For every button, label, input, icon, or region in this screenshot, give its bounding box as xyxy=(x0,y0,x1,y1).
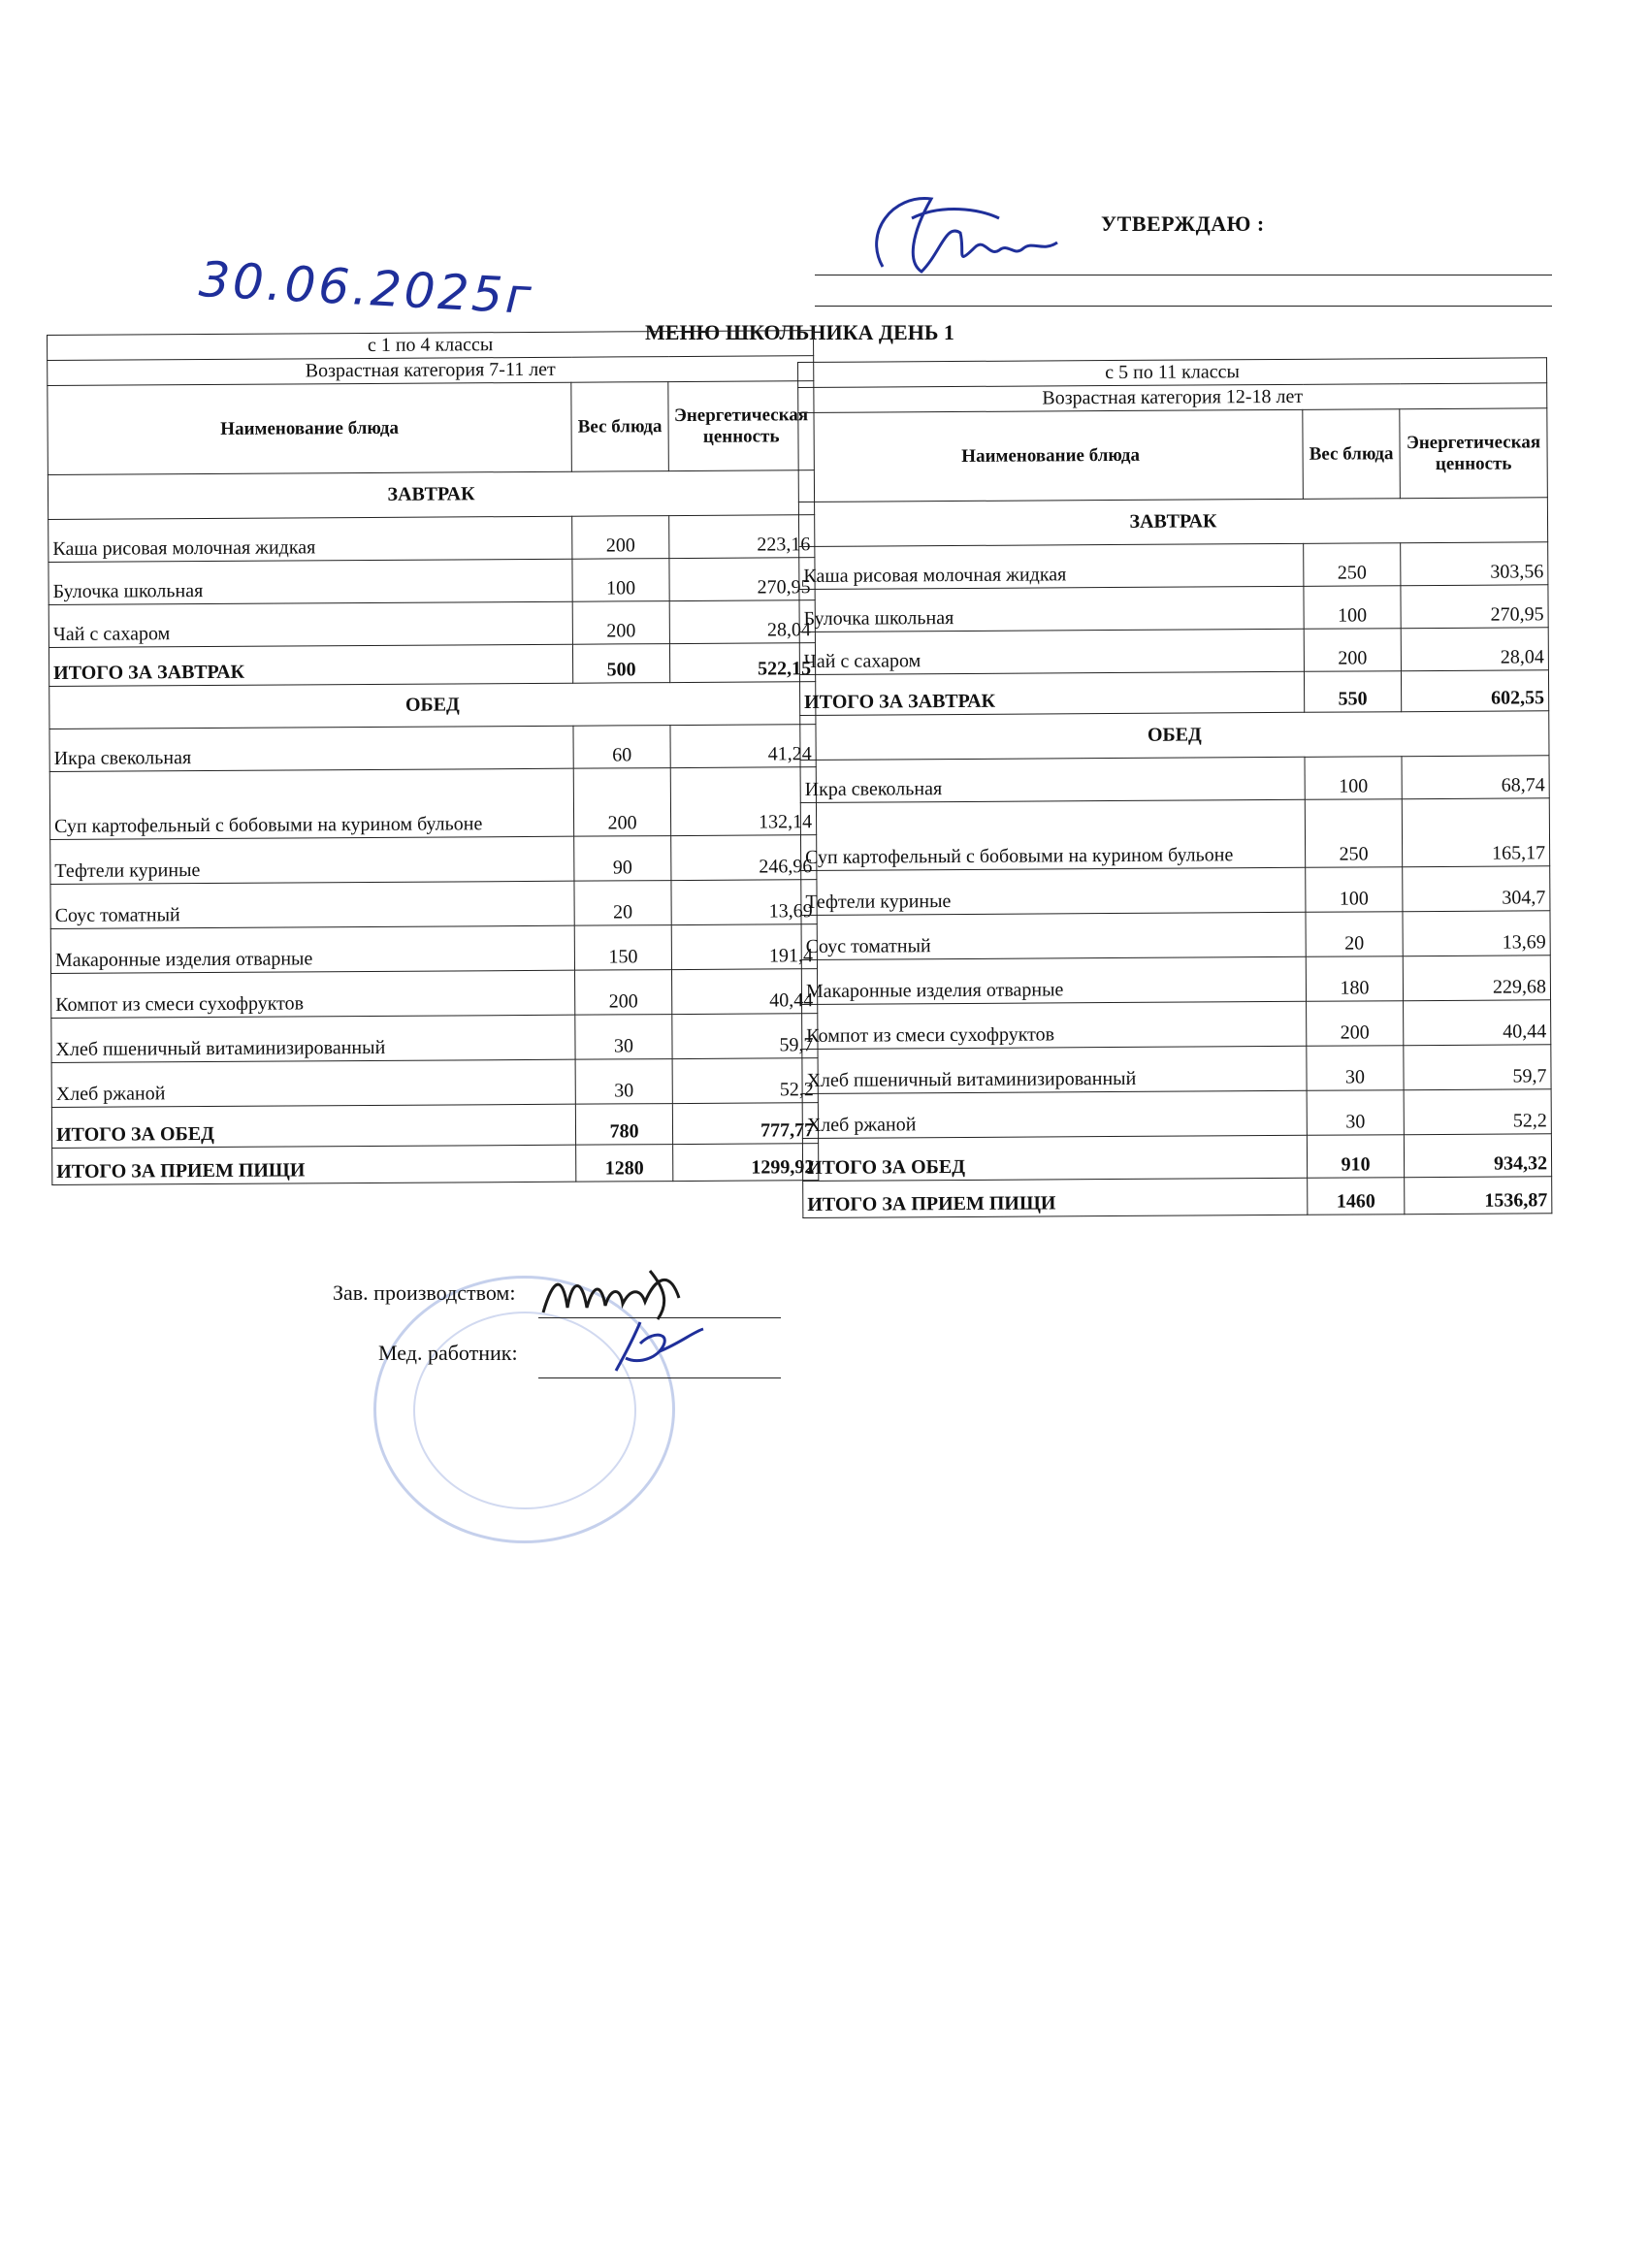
dish-name: Булочка школьная xyxy=(799,586,1304,632)
approval-signature xyxy=(854,175,1116,296)
table-row xyxy=(50,924,817,974)
table-row xyxy=(802,1045,1551,1094)
dish-name: Чай с сахаром xyxy=(48,601,572,647)
section-breakfast: ЗАВТРАК xyxy=(798,498,1547,547)
dish-name: Тефтели куриные xyxy=(50,836,574,884)
dish-name: Суп картофельный с бобовыми на курином бульоне xyxy=(800,799,1305,870)
dish-energy: 52,2 xyxy=(672,1058,818,1104)
dish-weight: 200 xyxy=(1304,629,1401,672)
grade-header: с 1 по 4 классы xyxy=(48,331,814,361)
col-weight-header: Вес блюда xyxy=(1303,409,1401,500)
dish-name: Хлеб ржаной xyxy=(802,1090,1307,1138)
grand-total-weight: 1460 xyxy=(1308,1178,1405,1215)
dish-energy: 165,17 xyxy=(1402,798,1549,867)
dish-weight: 100 xyxy=(1306,867,1403,913)
table-row xyxy=(800,798,1549,871)
dish-weight: 30 xyxy=(1307,1090,1404,1136)
col-energy-header: Энергетическая ценность xyxy=(668,381,815,471)
table-row xyxy=(51,1058,818,1108)
total-weight: 780 xyxy=(575,1104,672,1146)
dish-name: Хлеб ржаной xyxy=(51,1059,575,1107)
dish-energy: 28,04 xyxy=(1401,628,1548,671)
table-row xyxy=(800,756,1549,803)
dish-energy: 304,7 xyxy=(1403,866,1550,912)
dish-weight: 60 xyxy=(573,726,670,769)
total-name: ИТОГО ЗА ОБЕД xyxy=(51,1104,575,1148)
total-energy: 777,77 xyxy=(672,1103,818,1145)
grand-total-name: ИТОГО ЗА ПРИЕМ ПИЩИ xyxy=(803,1178,1308,1217)
dish-weight: 250 xyxy=(1305,799,1402,868)
dish-energy: 229,68 xyxy=(1403,956,1550,1001)
dish-weight: 30 xyxy=(575,1059,672,1105)
medic-signature xyxy=(601,1314,708,1377)
dish-energy: 303,56 xyxy=(1401,542,1548,586)
total-row xyxy=(802,1134,1551,1182)
menu-table-secondary xyxy=(797,357,1552,1218)
dish-energy: 13,69 xyxy=(671,880,817,925)
col-name-header: Наименование блюда xyxy=(798,409,1304,502)
total-energy: 934,32 xyxy=(1404,1134,1551,1178)
dish-weight: 250 xyxy=(1304,543,1401,587)
section-lunch: ОБЕД xyxy=(800,711,1549,761)
approve-line-2 xyxy=(815,306,1552,307)
dish-energy: 59,7 xyxy=(1404,1045,1551,1090)
dish-weight: 200 xyxy=(575,970,672,1016)
dish-weight: 30 xyxy=(575,1015,672,1060)
col-weight-header: Вес блюда xyxy=(571,382,669,472)
grand-total-row xyxy=(803,1177,1552,1218)
production-label: Зав. производством: xyxy=(333,1280,516,1305)
table-row xyxy=(801,956,1550,1005)
dish-weight: 100 xyxy=(572,559,669,602)
dish-energy: 68,74 xyxy=(1402,756,1549,799)
dish-energy: 246,96 xyxy=(671,835,817,881)
dish-energy: 132,14 xyxy=(670,767,816,836)
table-row xyxy=(48,600,815,648)
handwritten-date: 30.06.2025г xyxy=(197,250,535,326)
table-row xyxy=(49,767,816,840)
dish-energy: 191,4 xyxy=(671,924,817,970)
dish-name: Хлеб пшеничный витаминизированный xyxy=(51,1015,575,1062)
total-row xyxy=(51,1103,818,1149)
dish-weight: 100 xyxy=(1305,757,1402,800)
total-row xyxy=(799,670,1548,716)
table-row xyxy=(802,1000,1551,1050)
table-row xyxy=(50,880,817,929)
total-name: ИТОГО ЗА ЗАВТРАК xyxy=(48,644,572,686)
total-energy: 602,55 xyxy=(1401,670,1548,712)
table-row xyxy=(799,628,1548,675)
dish-energy: 40,44 xyxy=(672,969,818,1015)
dish-name: Макаронные изделия отварные xyxy=(50,925,574,973)
total-weight: 910 xyxy=(1307,1135,1404,1179)
medic-signature-line xyxy=(538,1377,781,1378)
dish-weight: 200 xyxy=(572,601,669,645)
table-row xyxy=(802,1089,1551,1139)
age-header: Возрастная категория 7-11 лет xyxy=(48,356,814,386)
dish-energy: 270,95 xyxy=(669,558,815,601)
dish-energy: 28,04 xyxy=(669,600,815,644)
dish-energy: 59,7 xyxy=(672,1014,818,1059)
dish-energy: 270,95 xyxy=(1401,585,1548,629)
section-lunch: ОБЕД xyxy=(49,682,816,729)
dish-name: Соус томатный xyxy=(801,912,1306,959)
dish-weight: 180 xyxy=(1306,956,1403,1002)
table-row xyxy=(48,515,815,563)
dish-energy: 40,44 xyxy=(1404,1000,1551,1046)
dish-weight: 200 xyxy=(573,768,670,837)
grand-total-weight: 1280 xyxy=(576,1145,673,1183)
col-energy-header: Энергетическая ценность xyxy=(1400,408,1548,499)
table-row xyxy=(801,866,1550,916)
dish-name: Хлеб пшеничный витаминизированный xyxy=(802,1046,1307,1093)
total-row xyxy=(48,643,815,687)
dish-weight: 20 xyxy=(574,881,671,926)
dish-energy: 52,2 xyxy=(1404,1089,1551,1135)
menu-table-primary xyxy=(47,330,819,1185)
table-row xyxy=(50,835,817,885)
table-row xyxy=(48,558,815,605)
table-row xyxy=(799,585,1548,632)
dish-weight: 90 xyxy=(574,836,671,882)
dish-name: Компот из смеси сухофруктов xyxy=(802,1001,1307,1049)
total-name: ИТОГО ЗА ОБЕД xyxy=(802,1135,1307,1181)
dish-name: Булочка школьная xyxy=(48,559,572,604)
total-energy: 522,15 xyxy=(669,643,815,683)
dish-weight: 100 xyxy=(1304,586,1401,630)
dish-name: Икра свекольная xyxy=(49,726,573,771)
dish-weight: 20 xyxy=(1306,912,1403,957)
col-name-header: Наименование блюда xyxy=(48,382,572,474)
dish-weight: 200 xyxy=(572,516,669,560)
total-weight: 550 xyxy=(1304,671,1401,713)
table-row xyxy=(49,725,816,772)
age-header: Возрастная категория 12-18 лет xyxy=(798,383,1547,413)
dish-name: Тефтели куриные xyxy=(801,867,1306,915)
dish-name: Суп картофельный с бобовыми на курином бульоне xyxy=(49,768,573,839)
table-row xyxy=(51,969,818,1019)
dish-name: Икра свекольная xyxy=(800,757,1305,802)
grand-total-energy: 1299,92 xyxy=(673,1144,819,1182)
table-row xyxy=(51,1014,818,1063)
table-row xyxy=(801,911,1550,960)
dish-weight: 200 xyxy=(1307,1001,1404,1047)
dish-weight: 30 xyxy=(1307,1046,1404,1091)
table-row xyxy=(799,542,1548,590)
grade-header: с 5 по 11 классы xyxy=(798,358,1547,388)
dish-name: Каша рисовая молочная жидкая xyxy=(799,543,1304,589)
dish-name: Чай с сахаром xyxy=(799,629,1304,674)
total-name: ИТОГО ЗА ЗАВТРАК xyxy=(799,671,1304,715)
total-weight: 500 xyxy=(572,644,669,684)
dish-energy: 223,16 xyxy=(669,515,815,559)
grand-total-name: ИТОГО ЗА ПРИЕМ ПИЩИ xyxy=(52,1145,576,1184)
dish-name: Компот из смеси сухофруктов xyxy=(51,970,575,1018)
grand-total-energy: 1536,87 xyxy=(1405,1177,1552,1215)
dish-name: Макаронные изделия отварные xyxy=(801,956,1306,1004)
dish-name: Соус томатный xyxy=(50,881,574,928)
page-title: МЕНЮ ШКОЛЬНИКА ДЕНЬ 1 xyxy=(645,320,954,344)
dish-energy: 41,24 xyxy=(670,725,816,768)
medic-label: Мед. работник: xyxy=(378,1341,518,1365)
grand-total-row xyxy=(52,1144,819,1185)
dish-name: Каша рисовая молочная жидкая xyxy=(48,516,572,562)
approve-label: УТВЕРЖДАЮ : xyxy=(1101,211,1265,236)
dish-energy: 13,69 xyxy=(1403,911,1550,956)
section-breakfast: ЗАВТРАК xyxy=(48,470,814,520)
dish-weight: 150 xyxy=(574,925,671,971)
